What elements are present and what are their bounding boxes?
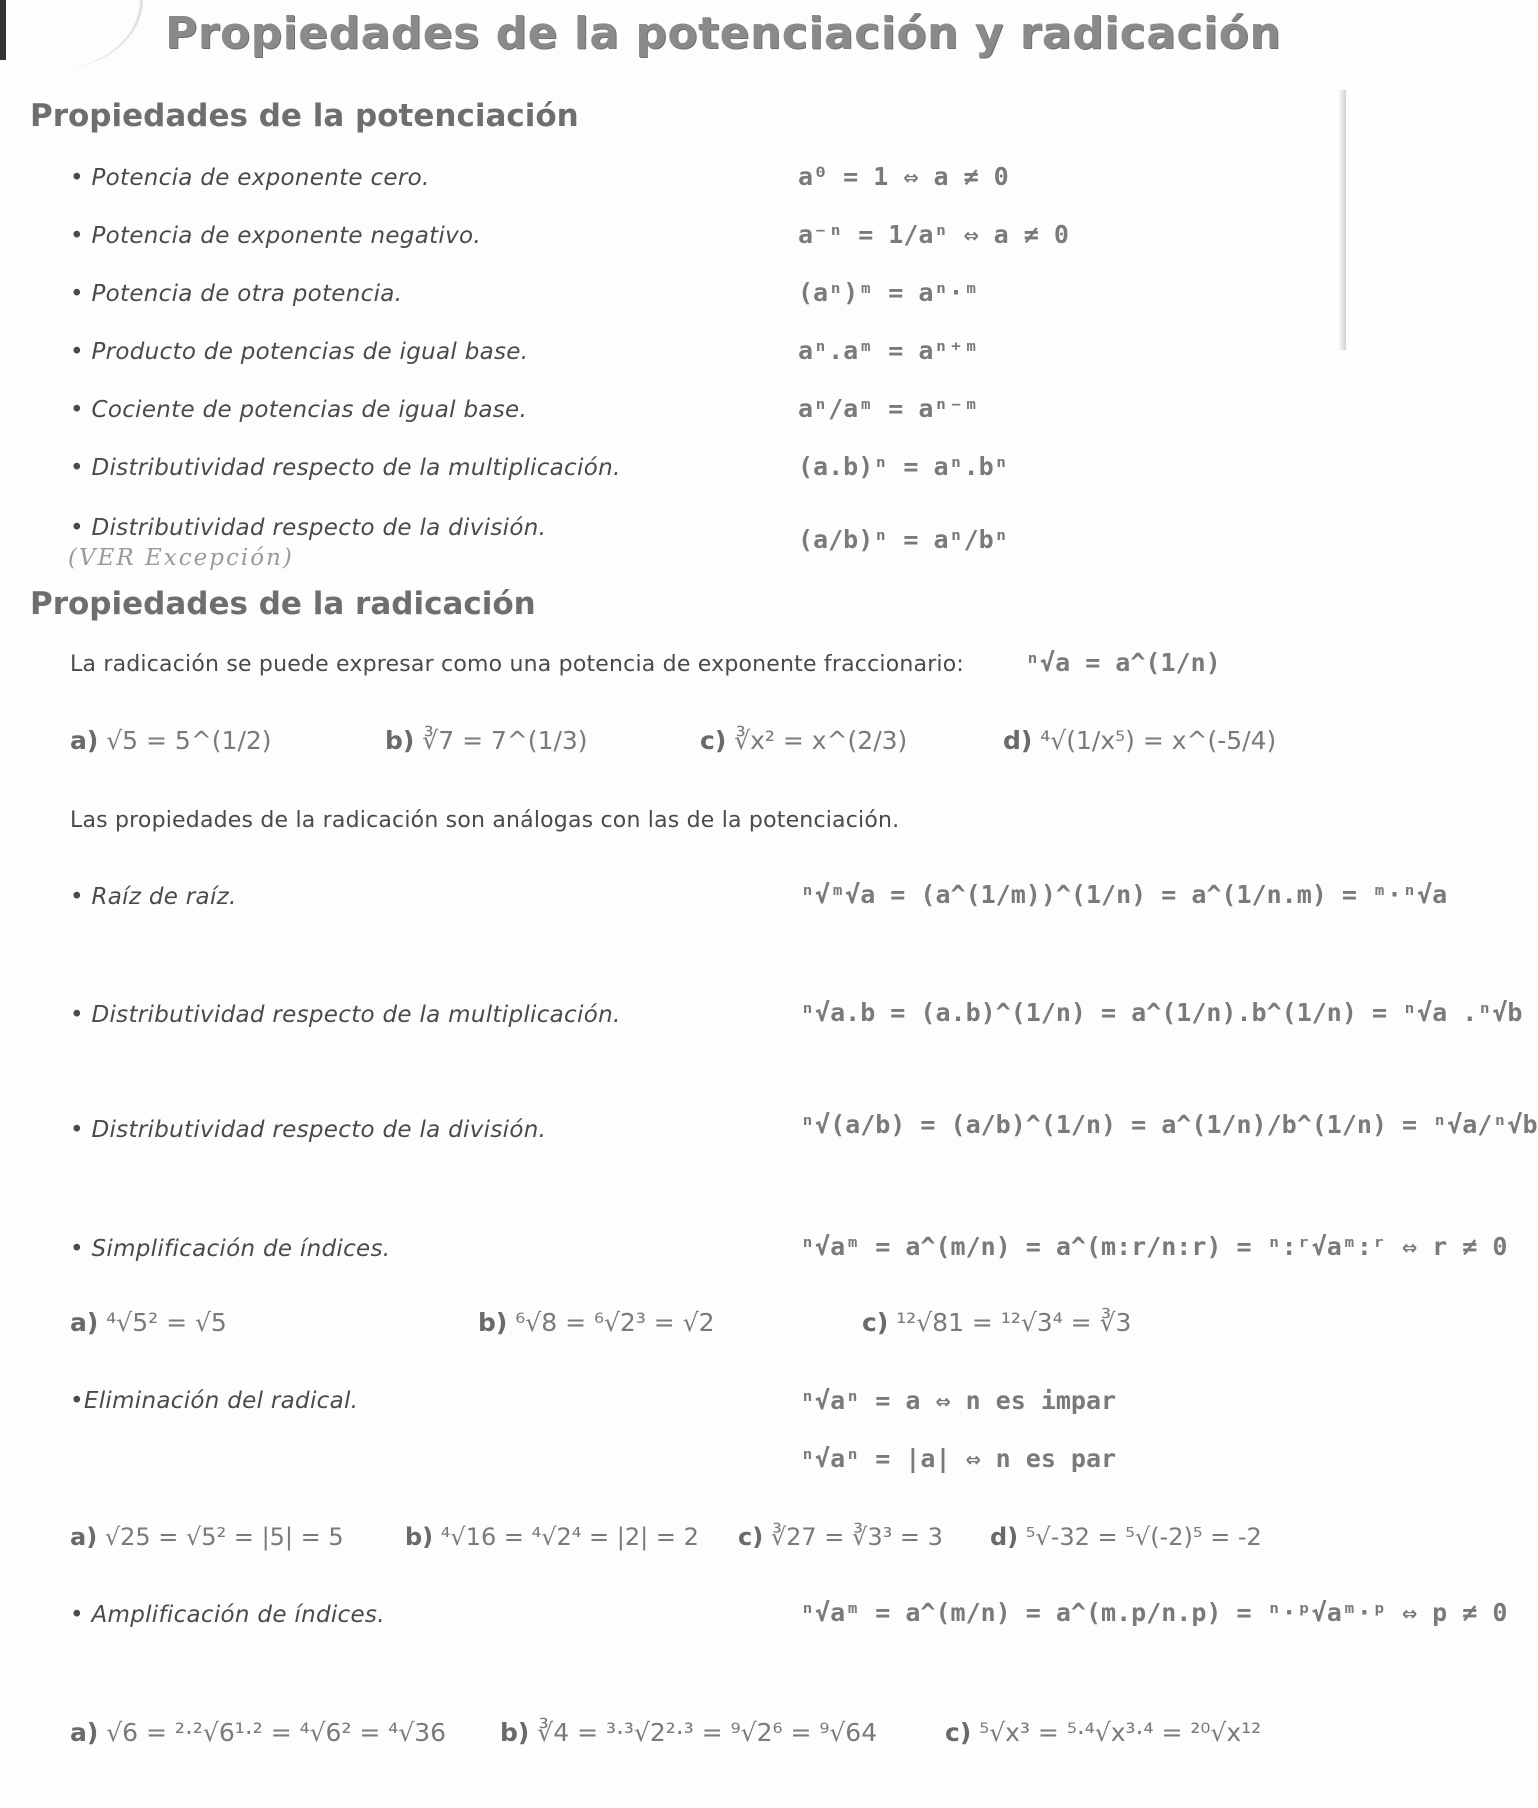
- formula: a⁻ⁿ = 1/aⁿ ⇔ a ≠ 0: [798, 220, 1069, 249]
- intro-formula: ⁿ√a = a^(1/n): [1025, 648, 1221, 677]
- example-label: c): [738, 1523, 764, 1551]
- example-text: ⁴√16 = ⁴√2⁴ = |2| = 2: [440, 1523, 699, 1551]
- example-b: [405, 1523, 699, 1551]
- item-label: • Distributividad respecto de la multiplicación.: [70, 1002, 621, 1028]
- example-c: [862, 1308, 1131, 1337]
- item-label: • Distributividad respecto de la multiplicación.: [70, 455, 621, 481]
- example-label: b): [478, 1308, 508, 1337]
- example-label: c): [945, 1718, 972, 1747]
- analog-text: Las propiedades de la radicación son análogas con las de la potenciación.: [70, 808, 900, 833]
- formula: (a/b)ⁿ = aⁿ/bⁿ: [798, 525, 1009, 554]
- formula: ⁿ√ᵐ√a = (a^(1/m))^(1/n) = a^(1/n.m) = ᵐ·ⁿ√a: [800, 880, 1448, 909]
- example-a: [70, 726, 272, 755]
- example-a: [70, 1308, 227, 1337]
- example-text: ⁴√(1/x⁵) = x^(-5/4): [1040, 726, 1277, 755]
- item-label: • Potencia de otra potencia.: [70, 281, 403, 307]
- item-label: • Distributividad respecto de la división.: [70, 1117, 547, 1143]
- example-d: [990, 1523, 1262, 1551]
- item-label: • Producto de potencias de igual base.: [70, 339, 529, 365]
- example-text: √25 = √5² = |5| = 5: [104, 1523, 344, 1551]
- item-label: • Raíz de raíz.: [70, 884, 237, 910]
- item-label: • Amplificación de índices.: [70, 1602, 385, 1628]
- formula: ⁿ√(a/b) = (a/b)^(1/n) = a^(1/n)/b^(1/n) = ⁿ√a/ⁿ√b: [800, 1110, 1538, 1139]
- example-text: ∛7 = 7^(1/3): [422, 726, 588, 755]
- example-a: [70, 1523, 344, 1551]
- formula: a⁰ = 1 ⇔ a ≠ 0: [798, 162, 1009, 191]
- example-label: b): [405, 1523, 434, 1551]
- example-text: √6 = ²·²√6¹·² = ⁴√6² = ⁴√36: [106, 1718, 447, 1747]
- example-text: √5 = 5^(1/2): [106, 726, 272, 755]
- example-text: ∛27 = ∛3³ = 3: [770, 1523, 943, 1551]
- formula: ⁿ√aⁿ = |a| ⇔ n es par: [800, 1444, 1117, 1473]
- example-a: [70, 1718, 446, 1747]
- binding-mark: [0, 0, 6, 60]
- item-label: • Simplificación de índices.: [70, 1236, 391, 1262]
- example-label: c): [862, 1308, 889, 1337]
- formula: (aⁿ)ᵐ = aⁿ·ᵐ: [798, 278, 979, 307]
- example-b: [385, 726, 588, 755]
- formula: aⁿ.aᵐ = aⁿ⁺ᵐ: [798, 336, 979, 365]
- example-c: [700, 726, 907, 755]
- formula: ⁿ√aᵐ = a^(m/n) = a^(m:r/n:r) = ⁿ:ʳ√aᵐ:ʳ ⇔ r ≠ 0: [800, 1232, 1508, 1261]
- item-label: •Eliminación del radical.: [70, 1388, 359, 1414]
- handwritten-note: (VER Excepción): [68, 545, 294, 571]
- formula: ⁿ√aⁿ = a ⇔ n es impar: [800, 1386, 1117, 1415]
- example-text: ⁵√-32 = ⁵√(-2)⁵ = -2: [1025, 1523, 1262, 1551]
- formula: (a.b)ⁿ = aⁿ.bⁿ: [798, 452, 1009, 481]
- formula: aⁿ/aᵐ = aⁿ⁻ᵐ: [798, 394, 979, 423]
- example-text: ∛x² = x^(2/3): [734, 726, 908, 755]
- example-label: a): [70, 1718, 99, 1747]
- page-edge-shadow: [1338, 90, 1346, 350]
- intro-text: La radicación se puede expresar como una potencia de exponente fraccionario:: [70, 652, 965, 677]
- example-text: ⁶√8 = ⁶√2³ = √2: [515, 1308, 715, 1337]
- example-label: a): [70, 726, 99, 755]
- example-c: [945, 1718, 1261, 1747]
- item-label: • Potencia de exponente negativo.: [70, 223, 482, 249]
- example-text: ¹²√81 = ¹²√3⁴ = ∛3: [896, 1308, 1132, 1337]
- example-b: [478, 1308, 715, 1337]
- example-d: [1003, 726, 1276, 755]
- example-c: [738, 1523, 943, 1551]
- example-label: b): [385, 726, 415, 755]
- example-label: d): [990, 1523, 1019, 1551]
- example-label: a): [70, 1308, 99, 1337]
- page-title: Propiedades de la potenciación y radicación: [165, 8, 1282, 59]
- page-corner-decoration: [0, 0, 143, 70]
- example-label: d): [1003, 726, 1033, 755]
- formula: ⁿ√aᵐ = a^(m/n) = a^(m.p/n.p) = ⁿ·ᵖ√aᵐ·ᵖ ⇔ p ≠ 0: [800, 1598, 1508, 1627]
- example-text: ∛4 = ³·³√2²·³ = ⁹√2⁶ = ⁹√64: [537, 1718, 878, 1747]
- formula: ⁿ√a.b = (a.b)^(1/n) = a^(1/n).b^(1/n) = ⁿ√a .ⁿ√b: [800, 998, 1523, 1027]
- example-b: [500, 1718, 877, 1747]
- item-label: • Distributividad respecto de la división.: [70, 515, 547, 541]
- section-heading-radicacion: Propiedades de la radicación: [30, 586, 536, 622]
- example-label: a): [70, 1523, 98, 1551]
- example-text: ⁵√x³ = ⁵·⁴√x³·⁴ = ²⁰√x¹²: [979, 1718, 1262, 1747]
- section-heading-potenciacion: Propiedades de la potenciación: [30, 98, 579, 134]
- item-label: • Potencia de exponente cero.: [70, 165, 430, 191]
- example-label: c): [700, 726, 727, 755]
- item-label: • Cociente de potencias de igual base.: [70, 397, 528, 423]
- example-text: ⁴√5² = √5: [106, 1308, 227, 1337]
- example-label: b): [500, 1718, 530, 1747]
